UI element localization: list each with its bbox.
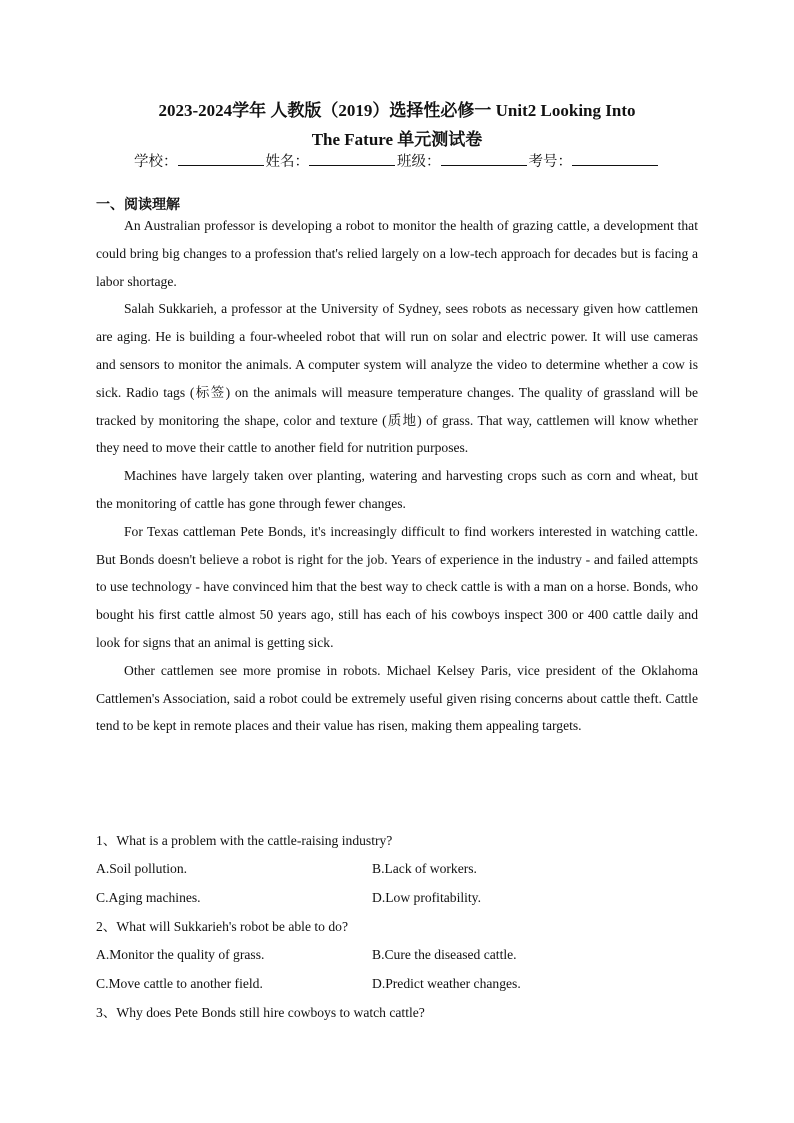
question-stem: 2、What will Sukkarieh's robot be able to do? [96, 918, 348, 934]
option-d[interactable]: D.Low profitability. [372, 889, 481, 905]
exam-number-blank[interactable] [572, 151, 658, 166]
option-d[interactable]: D.Predict weather changes. [372, 975, 521, 991]
option-group [96, 941, 698, 998]
option-group [96, 855, 698, 912]
question-3 [96, 998, 698, 1027]
reading-passage [96, 212, 698, 740]
title-line-1: 2023-2024学年 人教版（2019）选择性必修一 Unit2 Looking Into [158, 101, 636, 120]
question-2 [96, 912, 698, 998]
name-blank[interactable] [309, 151, 395, 166]
option-b[interactable]: B.Cure the diseased cattle. [372, 947, 517, 963]
passage-paragraph: Salah Sukkarieh, a professor at the University of Sydney, sees robots as necessary given how cattlemen are aging. He is building a four-wheeled robot that will run on solar and electric power. It will use cameras and sensors to monitor the animals. A computer system will analyze the video to determine whether a cow is sick. Radio tags (标签) on the animals will measure temperature changes. The quality of grassland will be tracked by monitoring the shape, color and texture (质地) of grass. That way, cattlemen will know whether they need to move their cattle to another field for nutrition purposes. [96, 301, 698, 456]
question-list [96, 826, 698, 1027]
passage-paragraph: Other cattlemen see more promise in robots. Michael Kelsey Paris, vice president of the Oklahoma Cattlemen's Association, said a robot could be extremely useful given rising concerns about cattle theft. Cattle tend to be kept in remote places and their value has risen, making them appealing targets. [96, 662, 698, 734]
question-stem: 1、What is a problem with the cattle-raising industry? [96, 833, 393, 848]
option-c[interactable]: C.Aging machines. [96, 889, 201, 905]
option-a[interactable]: A.Soil pollution. [96, 861, 188, 877]
question-1 [96, 826, 698, 912]
class-blank[interactable] [441, 151, 527, 166]
exam-title [96, 96, 698, 154]
passage-paragraph: Machines have largely taken over planting, watering and harvesting crops such as corn and wheat, but the monitoring of cattle has gone through fewer changes. [96, 468, 698, 511]
title-line-2: The Fature 单元测试卷 [311, 130, 483, 149]
school-label: 学校： [134, 154, 178, 170]
section-heading: 一、阅读理解 [96, 197, 180, 213]
passage-paragraph: For Texas cattleman Pete Bonds, it's increasingly difficult to find workers interested in watching cattle. But Bonds doesn't believe a robot is right for the job. Years of experience in the industry - and failed attempts to use technology - have convinced him that the best way to check cattle is with a man on a horse. Bonds, who bought his first cattle almost 50 years ago, still has each of his cowboys inspect 300 or 400 cattle daily and look for signs that an animal is getting sick. [96, 523, 698, 650]
name-label: 姓名： [265, 154, 309, 170]
option-c[interactable]: C.Move cattle to another field. [96, 975, 263, 991]
student-info-line [96, 150, 698, 174]
school-blank[interactable] [178, 151, 264, 166]
question-stem: 3、Why does Pete Bonds still hire cowboys to watch cattle? [96, 1004, 425, 1020]
class-label: 班级： [397, 154, 441, 170]
exam-number-label: 考号： [528, 154, 572, 170]
option-a[interactable]: A.Monitor the quality of grass. [96, 947, 265, 963]
passage-paragraph: An Australian professor is developing a robot to monitor the health of grazing cattle, a development that could bring big changes to a profession that's relied largely on a low-tech approach for decades but is facing a labor shortage. [96, 218, 698, 289]
option-b[interactable]: B.Lack of workers. [372, 861, 477, 877]
